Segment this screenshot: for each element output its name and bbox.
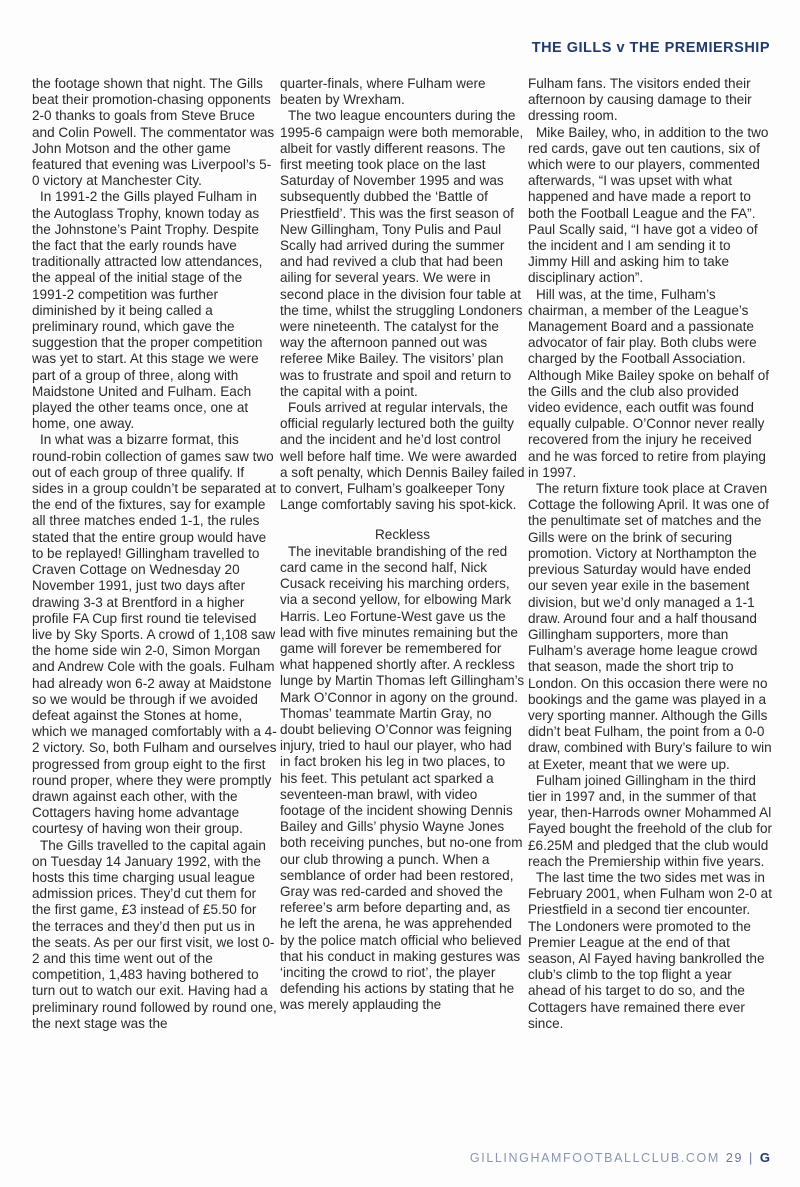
paragraph: Mike Bailey, who, in addition to the two red cards, gave out ten cautions, six of which were to our players, commented afterwards, “I was upset with what happened and have made a report to both the Football League and the FA”. Paul Scally said, “I have got a video of the incident and I am sending it to Jimmy Hill and asking him to take disciplinary action”.	[528, 124, 769, 286]
page-footer	[470, 1150, 770, 1165]
footer-site: GILLINGHAMFOOTBALLCLUB.COM	[469, 1150, 720, 1165]
column-1	[32, 76, 277, 1032]
footer-divider: |	[749, 1150, 754, 1165]
paragraph: the footage shown that night. The Gills beat their promotion-chasing opponents 2-0 thanks to goals from Steve Bruce and Colin Powell. The commentator was John Motson and the other game featured that evening was Liverpool’s 5-0 victory at Manchester City.	[32, 76, 275, 189]
section-header: THE GILLS v THE PREMIERSHIP	[531, 40, 770, 56]
paragraph: The Gills travelled to the capital again on Tuesday 14 January 1992, with the hosts this time charging usual league admission prices. They’d cut them for the first game, £3 instead of £5.50 for the terraces and they’d then put us in the seats. As per our first visit, we lost 0-2 and this time went out of the competition, 1,483 having bothered to turn out to watch our exit. Having had a preliminary round followed by round one, the next stage was the	[32, 837, 277, 1031]
paragraph: In 1991-2 the Gills played Fulham in the Autoglass Trophy, known today as the Johnstone’s Paint Trophy. Despite the fact that the early rounds have traditionally attracted low attendances, the appeal of the initial stage of the 1991-2 competition was further diminished by it being called a preliminary round, which gave the suggestion that the proper competition was yet to start. At this stage we were part of a group of three, along with Maidstone United and Fulham. Each played the other teams once, one at home, one away.	[32, 189, 263, 432]
paragraph: In what was a bizarre format, this round-robin collection of games saw two out of each group of three qualify. If sides in a group couldn’t be separated at the end of the fixtures, say for example all three matches ended 1-1, the rules stated that the entire group would have to be replayed! Gillingham travelled to Craven Cottage on Wednesday 20 November 1991, just two days after drawing 3-3 at Brentford in a higher profile FA Cup first round tie televised live by Sky Sports. A crowd of 1,108 saw the home side win 2-0, Simon Morgan and Andrew Cole with the goals. Fulham had already won 6-2 away at Maidstone so we would be through if we avoided defeat against the Stones at home, which we managed comfortably with a 4-2 victory. So, both Fulham and ourselves progressed from group eight to the first round proper, where they were promptly drawn against each other, with the Cottagers having home advantage courtesy of having won their group.	[32, 432, 277, 837]
paragraph: The last time the two sides met was in February 2001, when Fulham won 2-0 at Priestfield in a second tier encounter. The Londoners were promoted to the Premier League at the end of that season, Al Fayed having bankrolled the club’s climb to the top flight a year ahead of his target to do so, and the Cottagers have remained there ever since.	[528, 869, 772, 1031]
column-3	[528, 76, 773, 1032]
paragraph: Hill was, at the time, Fulham’s chairman, a member of the League’s Management Board and a passionate advocator of fair play. Both clubs were charged by the Football Association. Although Mike Bailey spoke on behalf of the Gills and the club also provided video evidence, each outfit was found equally culpable. O’Connor never really recovered from the injury he received and he was forced to retire from playing in 1997.	[528, 286, 769, 480]
paragraph: The two league encounters during the 1995-6 campaign were both memorable, albeit for vastly different reasons. The first meeting took place on the last Saturday of November 1995 and was subsequently dubbed the ‘Battle of Priestfield’. This was the first season of New Gillingham, Tony Pulis and Paul Scally had arrived during the summer and had revived a club that had been ailing for several years. We were in second place in the division four table at the time, whilst the struggling Londoners were nineteenth. The catalyst for the way the afternoon panned out was referee Mike Bailey. The visitors’ plan was to frustrate and spoil and return to the capital with a point.	[280, 108, 524, 399]
column-2	[280, 76, 525, 1014]
paragraph: The return fixture took place at Craven Cottage the following April. It was one of the penultimate set of matches and the Gills were on the brink of securing promotion. Victory at Northampton the previous Saturday would have ended our seven year exile in the basement division, but we’d only managed a 1-1 draw. Around four and a half thousand Gillingham supporters, more than Fulham’s average home league crowd that season, made the short trip to London. On this occasion there were no bookings and the game was played in a very sporting manner. Although the Gills didn’t beat Fulham, the point from a 0-0 draw, combined with Bury’s failure to win at Exeter, meant that we were up.	[528, 481, 772, 772]
paragraph: The inevitable brandishing of the red card came in the second half, Nick Cusack receiving his marching orders, via a second yellow, for elbowing Mark Harris. Leo Fortune-West gave us the lead with five minutes remaining but the game will forever be remembered for what happened shortly after. A reckless lunge by Martin Thomas left Gillingham’s Mark O’Connor in agony on the ground. Thomas’ teammate Martin Gray, no doubt believing O’Connor was feigning injury, tried to haul our player, who had in fact broken his leg in two places, to his feet. This petulant act sparked a seventeen-man brawl, with video footage of the incident showing Dennis Bailey and Gills’ physio Wayne Jones both receiving punches, but no-one from our club throwing a punch. When a semblance of order had been restored, Gray was red-carded and shoved the referee’s arm before departing and, as he left the arena, he was apprehended by the police match official who believed that his conduct in making gestures was ‘inciting the crowd to riot’, the player defending his actions by stating that he was merely applauding the	[280, 543, 525, 1013]
club-logo-icon: G	[759, 1150, 770, 1165]
page-number: 29	[725, 1150, 744, 1165]
paragraph: quarter-finals, where Fulham were beaten by Wrexham.	[280, 76, 486, 108]
paragraph: Fouls arrived at regular intervals, the official regularly lectured both the guilty and the incident and he’d lost control well before half time. We were awarded a soft penalty, which Dennis Bailey failed to convert, Fulham’s goalkeeper Tony Lange comfortably saving his spot-kick.	[280, 400, 525, 513]
subheading: Reckless	[375, 527, 430, 543]
paragraph: Fulham joined Gillingham in the third tier in 1997 and, in the summer of that year, then-Harrods owner Mohammed Al Fayed bought the freehold of the club for £6.25M and pledged that the club would reach the Premiership within five years.	[528, 772, 773, 869]
paragraph: Fulham fans. The visitors ended their afternoon by causing damage to their dressing room.	[528, 76, 752, 124]
